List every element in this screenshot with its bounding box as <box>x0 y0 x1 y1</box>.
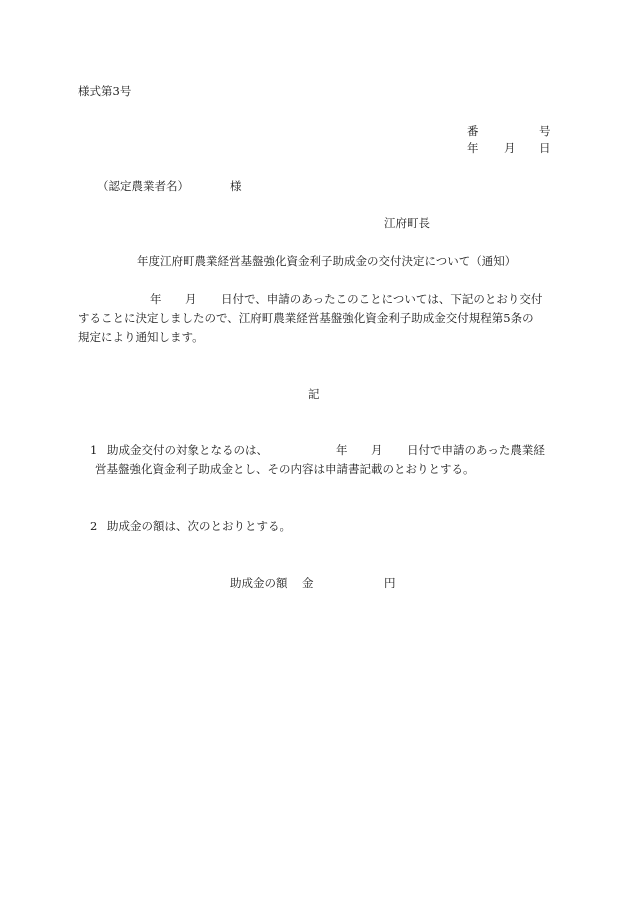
sender: 江府町長 <box>384 216 430 230</box>
item2-number: 2 <box>90 519 98 533</box>
item1-number: 1 <box>90 443 98 457</box>
item1-month: 月 <box>371 443 383 457</box>
addressee-name: （認定農業者名） <box>97 179 189 193</box>
intro-month: 月 <box>185 292 197 306</box>
item2-text: 助成金の額は、次のとおりとする。 <box>107 519 291 533</box>
title-year: 年度 <box>137 254 160 268</box>
intro-line3: 規定により通知します。 <box>78 330 204 344</box>
item1-line2: 営基盤強化資金利子助成金とし、その内容は申請書記載のとおりとする。 <box>95 462 475 476</box>
date-month: 月 <box>504 141 516 155</box>
doc-number-label: 番 <box>467 124 479 138</box>
item1-line1-start: 助成金交付の対象となるのは、 <box>107 443 268 457</box>
title-text: 江府町農業経営基盤強化資金利子助成金の交付決定について（通知） <box>160 254 517 268</box>
doc-number-suffix: 号 <box>539 124 551 138</box>
amount-unit: 円 <box>384 576 396 590</box>
intro-year: 年 <box>150 292 162 306</box>
intro-line2: することに決定しましたので、江府町農業経営基盤強化資金利子助成金交付規程第5条の <box>78 311 534 325</box>
amount-label: 助成金の額 <box>230 576 288 590</box>
amount-prefix: 金 <box>302 576 314 590</box>
intro-line1: 日付で、申請のあったこのことについては、下記のとおり交付 <box>221 292 543 306</box>
date-day: 日 <box>539 141 551 155</box>
item1-line1-end: 日付で申請のあった農業経 <box>407 443 545 457</box>
ki-heading: 記 <box>308 387 320 401</box>
form-number: 様式第3号 <box>78 84 132 98</box>
notice-title <box>137 254 516 269</box>
item1-year: 年 <box>336 443 348 457</box>
date-year: 年 <box>467 141 479 155</box>
addressee-honorific: 様 <box>230 179 242 193</box>
